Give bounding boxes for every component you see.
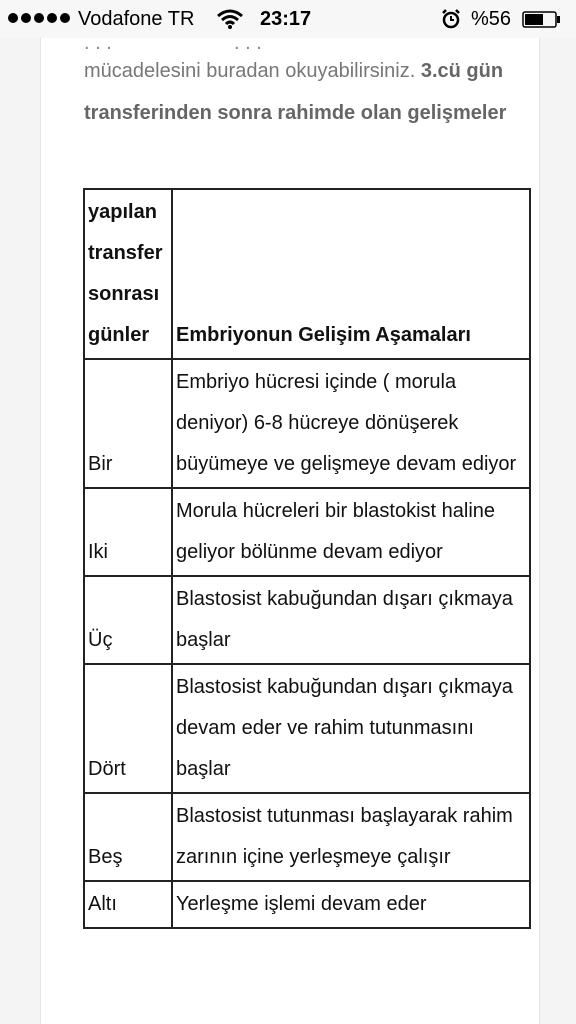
carrier-name: Vodafone TR [78,8,195,30]
day-cell: Iki [84,488,172,576]
intro-heading: 3.cü gün transferinden sonra rahimde olan gelişmeler [84,60,507,124]
desc-cell: Blastosist kabuğundan dışarı çıkmaya başlar [172,576,530,664]
table-row [84,793,530,881]
alarm-icon [441,9,461,35]
battery-percent: %56 [471,8,512,30]
table-row [84,488,530,576]
development-table [83,188,531,929]
article-intro [84,38,544,134]
table-row [84,576,530,664]
table-header-row [84,189,530,359]
header-days: yapılan transfer sonrası günler [84,189,172,359]
intro-text: mücadelesini buradan okuyabilirsiniz. [84,60,416,82]
desc-cell: Embriyo hücresi içinde ( morula deniyor) 6-8 hücreye dönüşerek büyümeye ve gelişmeye devam ediyor [172,359,530,488]
header-stages: Embriyonun Gelişim Aşamaları [172,189,530,359]
table-row [84,359,530,488]
desc-cell: Blastosist tutunması başlayarak rahim zarının içine yerleşmeye çalışır [172,793,530,881]
table-row [84,881,530,928]
cutoff-text: . . . . . . [84,38,262,54]
day-cell: Üç [84,576,172,664]
wifi-icon [217,9,243,35]
signal-strength-icon [8,13,70,23]
web-page[interactable] [0,38,576,1024]
day-cell: Dört [84,664,172,793]
status-bar [0,0,576,38]
desc-cell: Blastosist kabuğundan dışarı çıkmaya devam eder ve rahim tutunmasını başlar [172,664,530,793]
battery-icon [522,11,560,27]
table-row [84,664,530,793]
day-cell: Altı [84,881,172,928]
desc-cell: Morula hücreleri bir blastokist haline geliyor bölünme devam ediyor [172,488,530,576]
day-cell: Bir [84,359,172,488]
clock-time: 23:17 [260,8,312,30]
desc-cell: Yerleşme işlemi devam eder [172,881,530,928]
day-cell: Beş [84,793,172,881]
